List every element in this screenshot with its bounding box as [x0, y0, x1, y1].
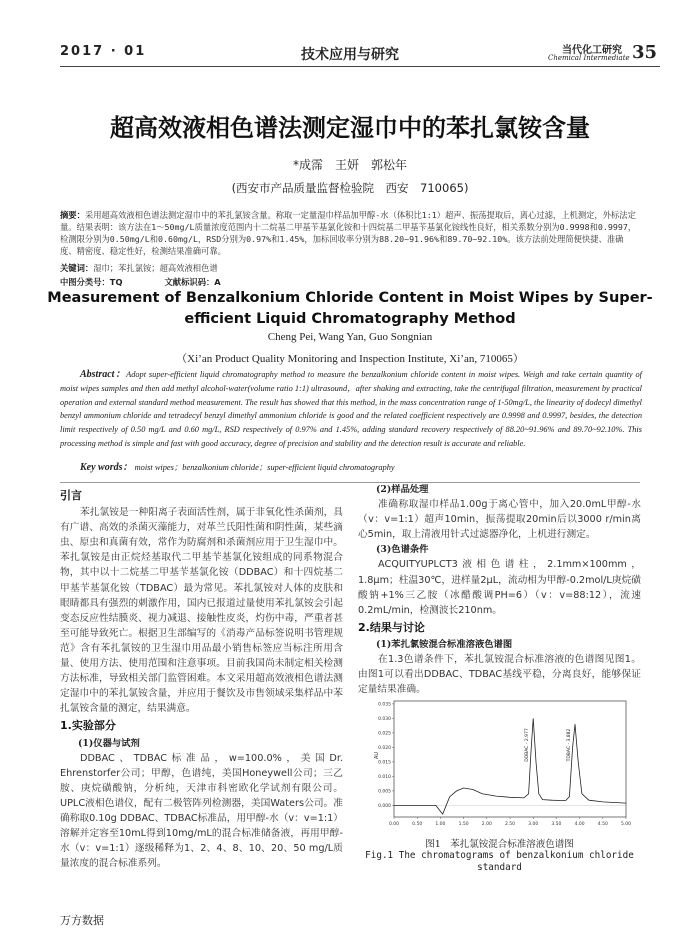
english-keywords-label: Key words：: [80, 462, 133, 473]
y-tick-label: 0.020: [378, 745, 391, 751]
issue-number: 2017 · 01: [60, 44, 147, 59]
journal-logo-en: Chemical Intermediate: [548, 54, 630, 62]
experiment-heading: 1.实验部分: [60, 719, 116, 733]
classification: [60, 276, 640, 288]
instruments-heading: (1)仪器与试剂: [78, 737, 140, 749]
english-abstract-label: Abstract：: [80, 369, 127, 380]
footer-watermark: 万方数据: [60, 914, 104, 927]
x-tick-label: 5.00: [620, 822, 632, 827]
x-tick-label: 1.00: [435, 822, 446, 827]
english-keywords: [80, 458, 640, 473]
cn-keywords-label: 关键词：: [60, 263, 94, 273]
x-tick-label: 3.50: [551, 822, 562, 827]
cn-abstract-text: 采用超高效液相色谱法测定湿巾中的苯扎氯铵含量。称取一定量湿巾样品加甲醇-水（体积比1:1）超声、振荡提取后，离心过滤，上机测定，外标法定量。结果表明：该方法在1～50mg/L质量浓度范围内十二烷基二甲基苄基氯化铵和十四烷基二甲基苄基氯化铵线性良好，相关系数分别为0.9998和0.9997，检测限分别为0.50mg/L和0.60mg/L，RSD分别为0.97%和1.45%，加标回收率分别为88.20~91.96%和89.70~92.10%。该方法前处理简便快捷、准确度、精密度、稳定性好，检测结果准确可靠。: [60, 210, 637, 257]
y-tick-label: 0.030: [378, 716, 391, 722]
conditions-paragraph: ACQUITYUPLCT3液相色谱柱，2.1mm×100mm，1.8μm；柱温30℃，进样量2μL，流动相为甲醇-0.2mol/L庚烷磺酸钠+1%三乙胺（冰醋酸调PH=6）（v：v=88:12），流速0.2mL/min，检测波长210nm。: [358, 559, 641, 616]
y-tick-label: 0.015: [378, 760, 391, 766]
y-axis-label: AU: [374, 751, 380, 759]
x-tick-label: 4.00: [574, 822, 585, 827]
peak-label: TDBAC - 3.882: [567, 728, 573, 762]
header-rule: [60, 66, 660, 67]
x-tick-label: 3.00: [528, 822, 539, 827]
y-tick-label: 0.035: [378, 702, 391, 708]
y-tick-label: 0.010: [378, 774, 391, 780]
cn-abstract-label: 摘要：: [60, 210, 85, 220]
journal-logo-cn: 当代化工研究: [562, 45, 622, 56]
figure-caption-cn: 图1 苯扎氯铵混合标准溶液色谱图: [425, 839, 574, 850]
article-title: 超高效液相色谱法测定湿巾中的苯扎氯铵含量: [110, 114, 590, 142]
y-tick-label: 0.025: [378, 731, 391, 737]
clc-number: 中图分类号：TQ: [60, 277, 123, 287]
chromatogram-chart: [372, 697, 632, 832]
left-column: [60, 486, 343, 871]
cn-keywords: [60, 262, 640, 274]
intro-heading: 引言: [60, 489, 82, 502]
x-tick-label: 4.50: [597, 822, 608, 827]
chromatogram-heading: (1)苯扎氯铵混合标准溶液色谱图: [376, 638, 513, 650]
cn-keywords-text: 湿巾；苯扎氯铵；超高效液相色谱: [93, 263, 218, 273]
instruments-paragraph: DDBAC、TDBAC标准品，w=100.0%，美国Dr. Ehrenstorfer公司；甲醇，色谱纯，美国Honeywell公司；三乙胺、庚烷磺酸钠，分析纯，天津市科密欧化学试剂有限公司。UPLC液相色谱仪，配有二极管阵列检测器，美国Waters公司。准确称取0.10g DDBAC、TDBAC标准品，用甲醇-水（v：v=1:1）溶解并定容至10mL得到10mg/mL的混合标准储备液，再用甲醇-水（v：v=1:1）逐级稀释为1、2、4、8、10、20、50 mg/L质量浓度的混合标准系列。: [60, 752, 343, 870]
intro-paragraph: 苯扎氯铵是一种阳离子表面活性剂，属于非氧化性杀菌剂，具有广谱、高效的杀菌灭藻能力，对革兰氏阳性菌和阴性菌，某些滴虫、原虫和真菌有效，常作为防腐剂和杀菌剂应用于卫生湿巾中。苯扎氯铵是由正烷烃基取代二甲基苄基氯化铵组成的同系物混合物，其中以十二烷基二甲基苄基氯化铵（DDBAC）和十四烷基二甲基苄基氯化铵（TDBAC）最为常见。苯扎氯铵对人体的皮肤和眼睛都具有强烈的刺激作用，国内已报道过量使用苯扎氯铵会引起变态反应性结膜炎、视力减退、接触性皮炎，灼伤中毒，严重者甚至可能导致死亡。根据卫生部编写的《消毒产品标签说明书管理规范》含有苯扎氯铵的卫生湿巾用品最小销售标签应当标注所用含量、使用方法、使用范围和注意事项。目前我国尚未制定相关检测方法标准，导致相关部门监管困难。本文采用超高效液相色谱法测定湿巾中的苯扎氯铵含量，并应用于餐饮及市售领域采集样品中苯扎氯铵含量的测定，结果满意。: [60, 507, 343, 715]
conditions-heading: (3)色谱条件: [376, 544, 429, 556]
y-tick-label: 0.000: [378, 803, 391, 809]
figure-caption-en: Fig.1 The chromatograms of benzalkonium chloride standard: [365, 850, 634, 873]
english-title: Measurement of Benzalkonium Chloride Content in Moist Wipes by Super-efficient Liquid Chromatography Method: [47, 290, 653, 327]
x-tick-label: 0.50: [412, 822, 423, 827]
y-tick-label: 0.005: [378, 789, 391, 795]
x-tick-label: 1.50: [458, 822, 469, 827]
x-tick-label: 2.50: [504, 822, 516, 827]
x-tick-label: 0.00: [388, 822, 400, 827]
english-abstract: [60, 368, 642, 451]
sample-paragraph: 准确称取湿巾样品1.00g于离心管中，加入20.0mL甲醇-水（v：v=1:1）超声10min，振荡提取20min后以3000 r/min离心5min，取上清液用针式过滤器净化，上机进行测定。: [358, 499, 641, 541]
article-authors: *成霈 王妍 郭松年: [292, 158, 407, 172]
document-code: 文献标识码：A: [164, 277, 221, 287]
cn-abstract: [60, 209, 640, 257]
english-affiliation: （Xi’an Product Quality Monitoring and Inspection Institute, Xi’an, 710065）: [176, 353, 524, 365]
page-number: 35: [632, 42, 658, 63]
plot-frame: [394, 701, 626, 817]
results-heading: 2.结果与讨论: [358, 620, 425, 634]
sample-heading: (2)样品处理: [376, 484, 429, 495]
section-name: 技术应用与研究: [301, 47, 399, 63]
english-authors: Cheng Pei, Wang Yan, Guo Songnian: [267, 331, 433, 343]
english-keywords-text: moist wipes；benzalkonium chloride；super-efficient liquid chromatography: [134, 463, 395, 472]
english-abstract-text: Adopt super-efficient liquid chromatography method to measure the benzalkonium chloride content in moist wipes. Weigh and take certain quantity of moist wipes samples and then add methyl alcohol-water(volume ratio 1:1) ultrasound，after shaking and extracting, take the centrifugal filtration, measurement by practical operation and external standard method measurement. The result has showed that this method, in the mass concentration range of 1-50mg/L, the linearity of dodecyl dimethyl benzyl ammonium chloride and tetradecyl benzyl dimethyl ammonium chloride is good and the related coefficient respectively are 0.9998 and 0.9997, besides, the detection limit respectively of 0.50 mg/L and 0.60 mg/L, RSD respectively of 0.97% and 1.45%, adding standard recovery respectively of 88.20~91.96% and 89.70~92.10%. This processing method is simple and fast with good accuracy, degree of precision and stability and the detection result is accurate and reliable.: [60, 370, 642, 448]
article-affiliation: (西安市产品质量监督检验院 西安 710065): [231, 181, 469, 195]
x-tick-label: 2.00: [481, 822, 492, 827]
peak-label: DDBAC - 2.977: [525, 728, 531, 762]
chromatogram-paragraph: 在1.3色谱条件下，苯扎氯铵混合标准溶液的色谱图见图1。由图1可以看出DDBAC、TDBAC基线平稳，分离良好，能够保证定量结果准确。: [358, 654, 641, 696]
right-column: [358, 482, 641, 697]
